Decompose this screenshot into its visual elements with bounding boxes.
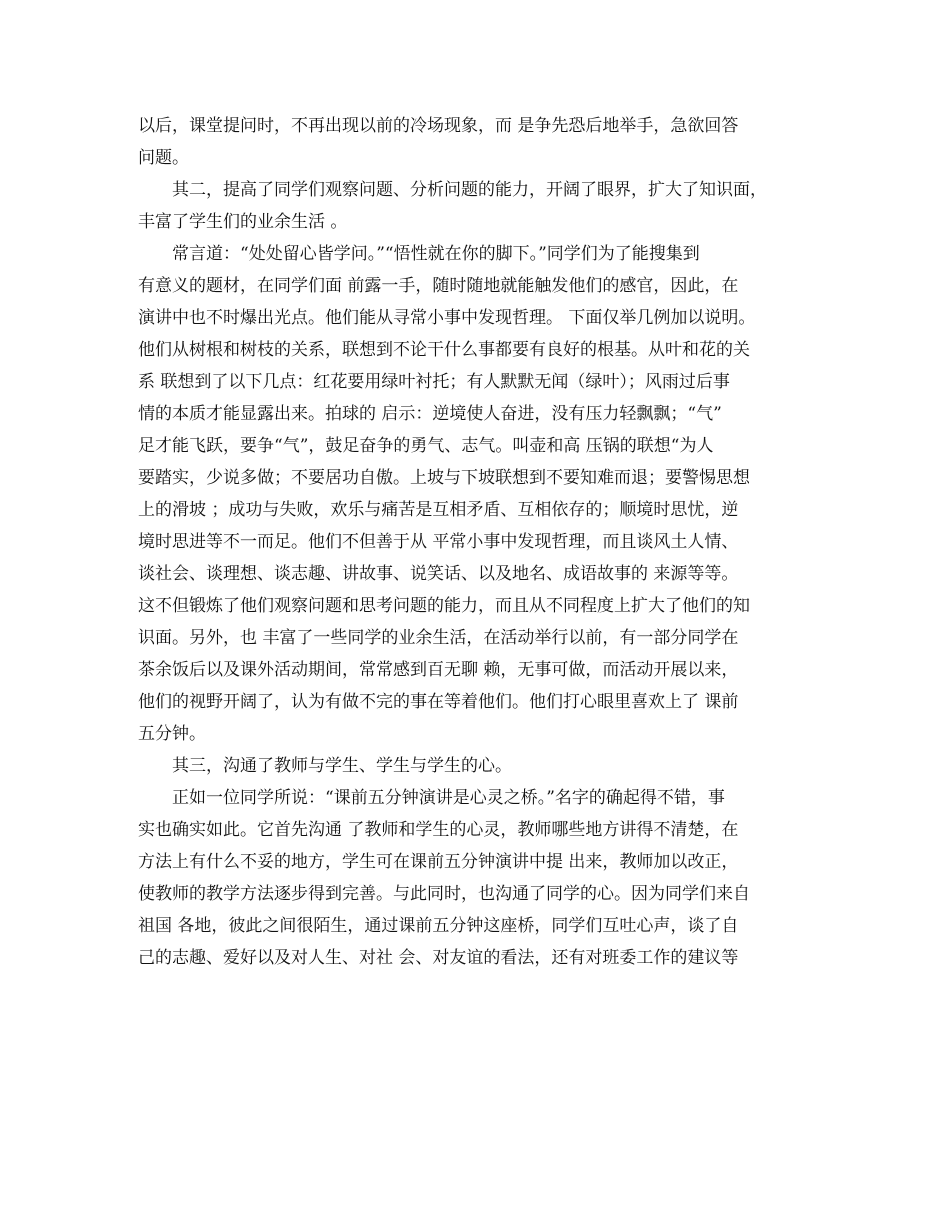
text-line: 有意义的题材，在同学们面 前露一手，随时随地就能触发他们的感官，因此，在	[138, 276, 739, 296]
text-line: 他们从树根和树枝的关系，联想到不论干什么事都要有良好的根基。从叶和花的关	[138, 340, 750, 360]
text-line: 茶余饭后以及课外活动期间，常常感到百无聊 赖，无事可做，而活动开展以来，	[138, 660, 739, 680]
text-line: 足才能飞跃，要争“气”，鼓足奋争的勇气、志气。叫壶和高 压锅的联想“为人	[138, 436, 714, 456]
text-line: 己的志趣、爱好以及对人生、对社 会、对友谊的看法，还有对班委工作的建议等	[138, 948, 739, 968]
text-line: 方法上有什么不妥的地方，学生可在课前五分钟演讲中提 出来，教师加以改正，	[138, 852, 739, 872]
document-body	[138, 110, 828, 974]
text-line: 情的本质才能显露出来。拍球的 启示：逆境使人奋进，没有压力轻飘飘；“气”	[138, 404, 722, 424]
text-line: 谈社会、谈理想、谈志趣、讲故事、说笑话、以及地名、成语故事的 来源等等。	[138, 564, 739, 584]
text-line: 以后，课堂提问时，不再出现以前的冷场现象，而 是争先恐后地举手，急欲回答	[138, 116, 739, 136]
text-line: 其二，提高了同学们观察问题、分析问题的能力，开阔了眼界，扩大了知识面，	[138, 180, 767, 200]
text-line: 常言道：“处处留心皆学问。”“悟性就在你的脚下。”同学们为了能搜集到	[138, 244, 700, 264]
text-line: 实也确实如此。它首先沟通 了教师和学生的心灵，教师哪些地方讲得不清楚，在	[138, 820, 739, 840]
text-line: 境时思进等不一而足。他们不但善于从 平常小事中发现哲理，而且谈风土人情、	[138, 532, 739, 552]
text-line: 正如一位同学所说：“课前五分钟演讲是心灵之桥。”名字的确起得不错，事	[138, 788, 725, 808]
text-line: 演讲中也不时爆出光点。他们能从寻常小事中发现哲理。 下面仅举几例加以说明。	[138, 308, 756, 328]
text-line: 系 联想到了以下几点：红花要用绿叶衬托；有人默默无闻（绿叶）；风雨过后事	[138, 372, 730, 392]
text-line: 他们的视野开阔了，认为有做不完的事在等着他们。他们打心眼里喜欢上了 课前	[138, 692, 739, 712]
text-line: 识面。另外，也 丰富了一些同学的业余生活，在活动举行以前，有一部分同学在	[138, 628, 739, 648]
text-line: 这不但锻炼了他们观察问题和思考问题的能力，而且从不同程度上扩大了他们的知	[138, 596, 750, 616]
text-line: 使教师的教学方法逐步得到完善。与此同时，也沟通了同学的心。因为同学们来自	[138, 884, 750, 904]
text-line: 问题。	[138, 148, 189, 168]
text-line: 祖国 各地，彼此之间很陌生，通过课前五分钟这座桥，同学们互吐心声，谈了自	[138, 916, 739, 936]
text-line: 上的滑坡 ；成功与失败，欢乐与痛苦是互相矛盾、互相依存的；顺境时思忧，逆	[138, 500, 739, 520]
text-line: 其三，沟通了教师与学生、学生与学生的心。	[138, 756, 512, 776]
text-line: 五分钟。	[138, 724, 206, 744]
text-line: 丰富了学生们的业余生活 。	[138, 212, 348, 232]
text-line: 要踏实，少说多做；不要居功自傲。上坡与下坡联想到不要知难而退；要警惕思想	[138, 468, 750, 488]
